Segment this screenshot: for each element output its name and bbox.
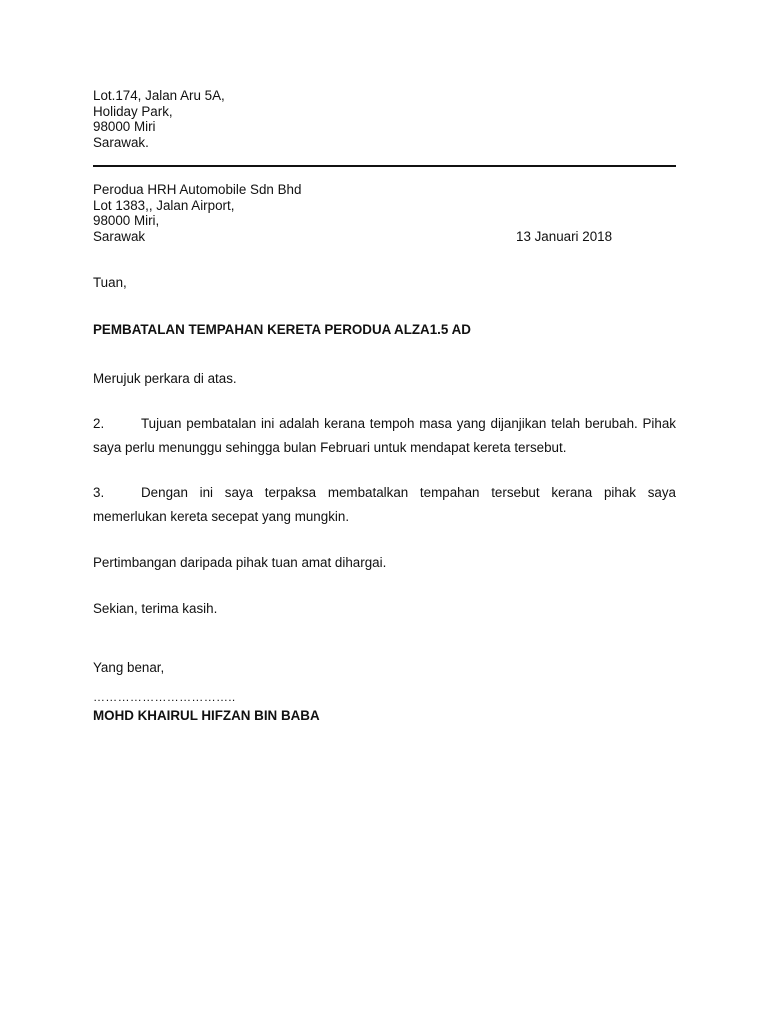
header-divider [93,165,676,167]
paragraph-thanks: Sekian, terima kasih. [93,601,218,616]
sender-address-line: 98000 Miri [93,119,156,134]
sender-address [93,88,225,150]
greeting: Tuan, [93,275,127,290]
recipient-address-line: 98000 Miri, [93,213,160,228]
recipient-address-line: Sarawak [93,228,146,244]
paragraph-text: Tujuan pembatalan ini adalah kerana tempoh masa yang dijanjikan telah berubah. Pihak saya perlu menunggu sehingga bulan Februari untuk mendapat kereta tersebut. [93,416,676,455]
paragraph-text: Dengan ini saya terpaksa membatalkan tempahan tersebut kerana pihak saya memerlukan kereta secepat yang mungkin. [93,485,676,524]
sender-address-line: Sarawak. [93,134,149,150]
signature-line: …………………………….. [93,690,236,704]
sender-address-line: Lot.174, Jalan Aru 5A, [93,88,225,103]
recipient-address-line: Lot 1383,, Jalan Airport, [93,197,235,213]
paragraph-3 [93,481,676,528]
paragraph-number: 3. [93,485,105,500]
paragraph-appreciation: Pertimbangan daripada pihak tuan amat dihargai. [93,555,387,570]
paragraph-reference: Merujuk perkara di atas. [93,371,237,386]
paragraph-2 [93,412,676,459]
closing-salutation: Yang benar, [93,660,165,675]
recipient-address-line: Perodua HRH Automobile Sdn Bhd [93,182,302,197]
letter-date: 13 Januari 2018 [516,229,613,244]
letter-subject: PEMBATALAN TEMPAHAN KERETA PERODUA ALZA1.5 AD [93,322,471,337]
paragraph-number: 2. [93,416,105,431]
sender-address-line: Holiday Park, [93,103,173,119]
signer-name: MOHD KHAIRUL HIFZAN BIN BABA [93,708,320,723]
